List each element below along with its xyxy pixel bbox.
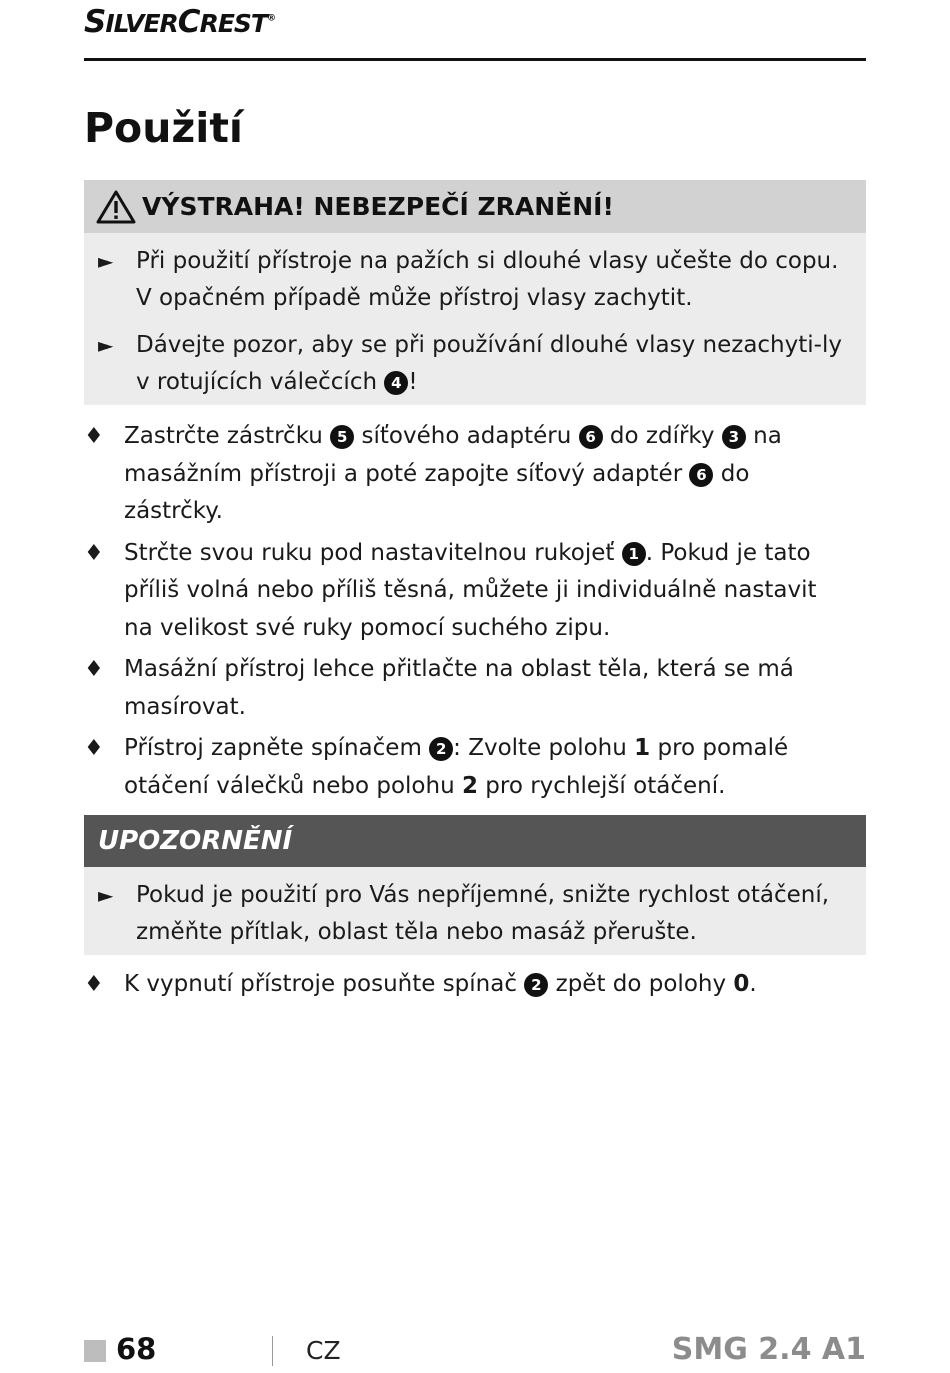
list-item: ♦ Masážní přístroj lehce přitlačte na oblast těla, která se má masírovat. xyxy=(84,651,824,726)
steps-list-final xyxy=(84,966,824,1008)
header-rule xyxy=(84,58,866,61)
part-number-badge: 3 xyxy=(722,425,746,449)
diamond-bullet-icon: ♦ xyxy=(84,540,104,566)
diamond-bullet-icon: ♦ xyxy=(84,736,104,761)
model-number: SMG 2.4 A1 xyxy=(671,1332,866,1367)
brand-logo: SILVERCREST® xyxy=(84,4,275,40)
warning-list xyxy=(84,233,866,401)
arrow-bullet-icon: ► xyxy=(98,249,114,273)
note-heading: UPOZORNĚNÍ xyxy=(84,815,866,867)
part-number-badge: 6 xyxy=(689,463,713,487)
footer-divider xyxy=(272,1336,273,1366)
list-item: ♦ Strčte svou ruku pod nastavitelnou rukojeť 1 . Pokud je tato příliš volná nebo příliš těsná, můžete ji individuálně nastavit na velikost své ruky pomocí suchého zipu. xyxy=(84,535,824,648)
diamond-bullet-icon: ♦ xyxy=(84,657,104,682)
warning-box xyxy=(84,180,866,405)
list-item: ♦ Zastrčte zástrčku 5 síťového adaptéru 6 do zdířky 3 na masážním přístroji a poté zapojte síťový adaptér 6 do zástrčky. xyxy=(84,418,824,531)
part-number-badge: 2 xyxy=(524,973,548,997)
part-number-badge: 5 xyxy=(330,425,354,449)
warning-triangle-icon xyxy=(96,190,136,224)
note-box xyxy=(84,815,866,955)
part-number-badge: 6 xyxy=(579,425,603,449)
diamond-bullet-icon: ♦ xyxy=(84,424,104,449)
page-title: Použití xyxy=(84,104,243,152)
note-list xyxy=(84,867,866,951)
part-number-badge: 4 xyxy=(384,371,408,395)
page-footer xyxy=(84,1328,866,1372)
steps-list xyxy=(84,418,824,809)
warning-item: ► Při použití přístroje na pažích si dlouhé vlasy učešte do copu. V opačném případě může přístroj vlasy zachytit. xyxy=(136,243,848,317)
arrow-bullet-icon: ► xyxy=(98,333,114,357)
part-number-badge: 2 xyxy=(429,737,453,761)
part-number-badge: 1 xyxy=(622,542,646,566)
language-code: CZ xyxy=(306,1336,341,1365)
page-number: 68 xyxy=(116,1332,157,1366)
warning-item: ► Dávejte pozor, aby se při používání dlouhé vlasy nezachyti-ly v rotujících válečcích 4 ! xyxy=(136,327,848,401)
footer-square-icon xyxy=(84,1340,106,1362)
note-item: ► Pokud je použití pro Vás nepříjemné, snižte rychlost otáčení, změňte přítlak, oblast těla nebo masáž přerušte. xyxy=(136,877,848,951)
arrow-bullet-icon: ► xyxy=(98,883,114,907)
warning-heading: VÝSTRAHA! NEBEZPEČÍ ZRANĚNÍ! xyxy=(84,180,866,233)
diamond-bullet-icon: ♦ xyxy=(84,972,104,997)
list-item: ♦ K vypnutí přístroje posuňte spínač 2 zpět do polohy 0. xyxy=(84,966,824,1004)
list-item: ♦ Přístroj zapněte spínačem 2 : Zvolte polohu 1 pro pomalé otáčení válečků nebo polohu 2 pro rychlejší otáčení. xyxy=(84,730,824,805)
